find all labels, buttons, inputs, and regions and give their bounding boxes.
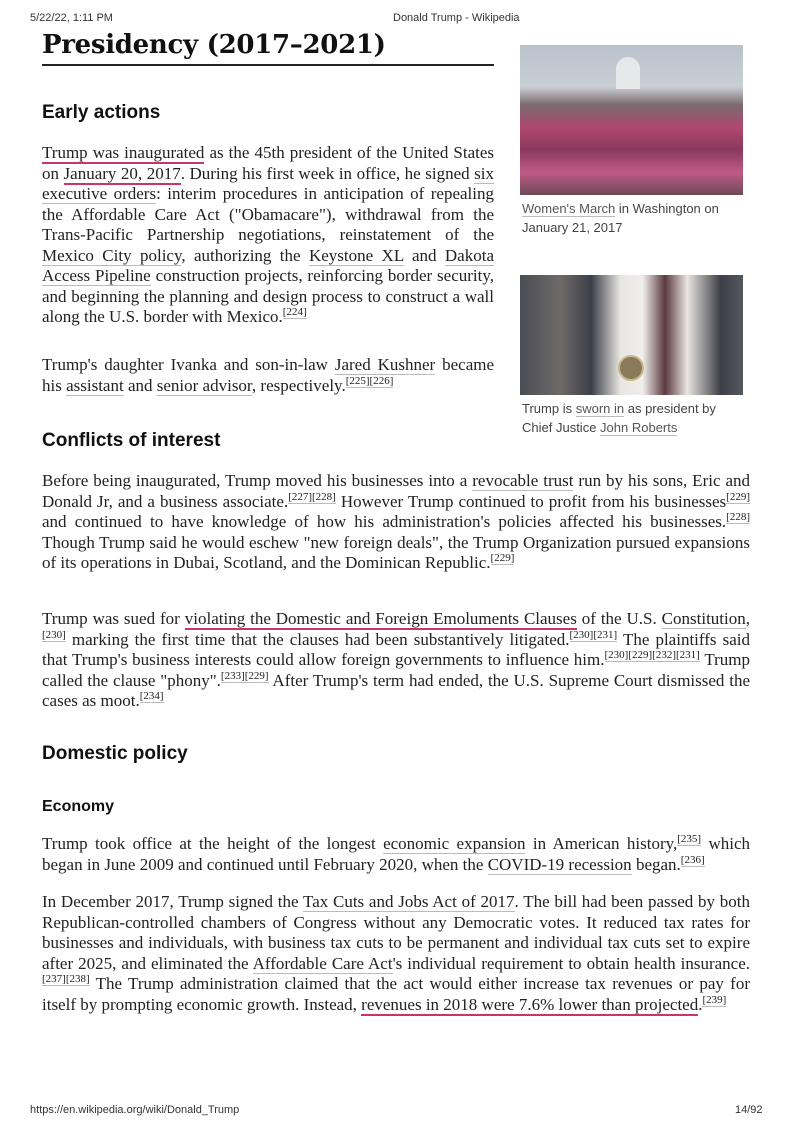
text-run: began.	[631, 854, 681, 874]
heading-conflicts-of-interest: Conflicts of interest	[42, 430, 221, 451]
citation-link[interactable]: [227]	[288, 490, 313, 503]
print-page-number: 14/92	[735, 1104, 763, 1116]
text-run: Trump is	[522, 401, 576, 416]
womens-march-photo[interactable]	[520, 45, 743, 195]
citation-link[interactable]: [229]	[628, 649, 653, 662]
article-link[interactable]: Keystone XL	[308, 245, 404, 265]
text-run: 's individual requirement to obtain health insurance.	[392, 953, 751, 973]
text-run: After Trump's term had ended, the U.S. Supreme Court dismissed the cases as moot.	[42, 670, 750, 710]
text-run: marking the first time that the clauses had been substantively litigated.	[65, 629, 570, 649]
citation-link[interactable]: [230]	[569, 628, 594, 641]
text-run: as president by Chief Justice	[522, 401, 716, 435]
text-run: However Trump continued to profit from his businesses	[335, 491, 727, 511]
paragraph-family	[42, 355, 494, 396]
citation-link[interactable]: [239]	[702, 993, 727, 1006]
citation-link[interactable]: [235]	[677, 833, 702, 846]
text-run: in American history,	[525, 834, 678, 853]
article-link[interactable]: Mexico City policy	[42, 245, 182, 265]
text-run: Before being inaugurated, Trump moved his businesses into a	[42, 471, 473, 490]
text-run: of the U.S.	[576, 609, 662, 628]
citation-link[interactable]: [232]	[652, 649, 676, 662]
text-run: The plaintiffs said that Trump's business interests could allow foreign governments to influence him.	[42, 629, 750, 669]
citation-link[interactable]: [231]	[675, 649, 700, 662]
citation-link[interactable]: [230]	[604, 649, 629, 662]
womens-march-caption	[522, 199, 744, 237]
article-link[interactable]: John Roberts	[600, 420, 678, 435]
print-url: https://en.wikipedia.org/wiki/Donald_Trump	[30, 1104, 240, 1116]
presidential-seal-icon	[618, 355, 644, 381]
citation-link[interactable]: [233]	[220, 669, 245, 682]
citation-link[interactable]: [231]	[593, 628, 618, 641]
paragraph-tax-cuts	[42, 892, 750, 1015]
print-page-title: Donald Trump - Wikipedia	[393, 12, 520, 24]
article-link[interactable]: Trump was inaugurated	[42, 143, 205, 162]
text-run: run by his sons, Eric and Donald Jr, and a business associate.	[42, 471, 750, 511]
article-link[interactable]: sworn in	[575, 401, 625, 416]
citation-link[interactable]: [229]	[490, 552, 515, 565]
article-link[interactable]: COVID-19 recession	[487, 854, 632, 874]
article-link[interactable]: Women's March	[522, 201, 616, 216]
capitol-dome-icon	[616, 57, 640, 89]
citation-link[interactable]: [229]	[244, 669, 269, 682]
text-run: , authorizing the	[181, 245, 309, 265]
heading-early-actions: Early actions	[42, 102, 161, 123]
text-run: In December 2017, Trump signed the	[42, 892, 303, 911]
text-run: Trump took office at the height of the longest	[42, 834, 384, 853]
article-link[interactable]: violating the Domestic and Foreign Emoluments Clauses	[184, 609, 577, 628]
article-link[interactable]: Jared Kushner	[334, 355, 436, 374]
citation-link[interactable]: [226]	[369, 374, 394, 387]
citation-link[interactable]: [228]	[726, 511, 750, 524]
article-link[interactable]: economic expansion	[383, 834, 526, 853]
text-run: : interim procedures in anticipation of repealing the Affordable Care Act ("Obamacare"), withdrawal from the Trans-Pacific Partnership negotiations, reinstatement of the	[42, 184, 494, 244]
text-run: construction projects, reinforcing border security, and beginning the planning and design process to construct a wall along the U.S. border with Mexico.	[42, 266, 495, 326]
article-link[interactable]: six executive orders	[42, 163, 495, 203]
text-run: and	[123, 375, 157, 395]
article-link[interactable]: Affordable Care Act	[252, 953, 393, 973]
citation-link[interactable]: [238]	[65, 973, 90, 986]
text-run: . During his first week in office, he signed	[180, 163, 475, 183]
paragraph-businesses	[42, 471, 750, 574]
article-link[interactable]: Tax Cuts and Jobs Act of 2017	[303, 892, 515, 911]
citation-link[interactable]: [224]	[282, 306, 307, 319]
swearing-in-caption	[522, 399, 744, 437]
text-run: Trump's daughter Ivanka and son-in-law	[42, 355, 335, 374]
article-link[interactable]: revenues in 2018 were 7.6% lower than projected	[361, 994, 699, 1014]
text-run: Trump called the clause "phony".	[42, 650, 750, 690]
heading-economy: Economy	[42, 798, 115, 815]
article-link[interactable]: senior advisor	[156, 375, 252, 395]
text-run: Trump was sued for	[42, 609, 185, 628]
citation-link[interactable]: [225]	[345, 374, 370, 387]
paragraph-economic-expansion	[42, 834, 750, 875]
citation-link[interactable]: [236]	[680, 853, 705, 866]
text-run: and	[403, 245, 445, 265]
text-run: as the 45th president of the United States on	[42, 143, 494, 183]
citation-link[interactable]: [234]	[139, 690, 164, 703]
text-run: , respectively.	[251, 375, 346, 395]
text-run: The Trump administration claimed that the act would either increase tax revenues or pay for itself by prompting economic growth. Instead,	[42, 974, 750, 1014]
text-run: . The bill had been passed by both Republican-controlled chambers of Congress without any Democratic votes. It reduced tax rates for businesses and individuals, with business tax cuts to be permanent and individual tax cuts set to expire after 2025, and eliminated the	[42, 892, 751, 973]
text-run: ,	[745, 609, 750, 628]
text-run: .	[698, 994, 703, 1014]
inauguration-photo[interactable]	[520, 275, 743, 395]
paragraph-emoluments	[42, 609, 750, 712]
text-run: which began in June 2009 and continued until February 2020, when the	[42, 834, 751, 874]
text-run: in Washington on January 21, 2017	[522, 201, 719, 235]
print-datetime: 5/22/22, 1:11 PM	[30, 12, 113, 24]
page-title: Presidency (2017–2021)	[42, 30, 494, 66]
heading-domestic-policy: Domestic policy	[42, 743, 188, 764]
text-run: became his	[42, 355, 495, 395]
citation-link[interactable]: [228]	[312, 490, 336, 503]
text-run: Though Trump said he would eschew "new foreign deals", the Trump Organization pursued expansions of its operations in Dubai, Scotland, and the Dominican Republic.	[42, 532, 750, 572]
citation-link[interactable]: [230]	[42, 628, 66, 641]
article-link[interactable]: Constitution	[661, 609, 746, 628]
article-link[interactable]: Dakota Access Pipeline	[42, 245, 494, 285]
paragraph-inauguration	[42, 143, 494, 328]
citation-link[interactable]: [237]	[42, 973, 66, 986]
citation-link[interactable]: [229]	[726, 490, 750, 503]
article-link[interactable]: revocable trust	[472, 471, 574, 490]
article-link[interactable]: January 20, 2017	[63, 163, 181, 183]
text-run: and continued to have knowledge of how his administration's policies affected his businesses.	[42, 512, 727, 531]
article-link[interactable]: assistant	[66, 375, 124, 395]
